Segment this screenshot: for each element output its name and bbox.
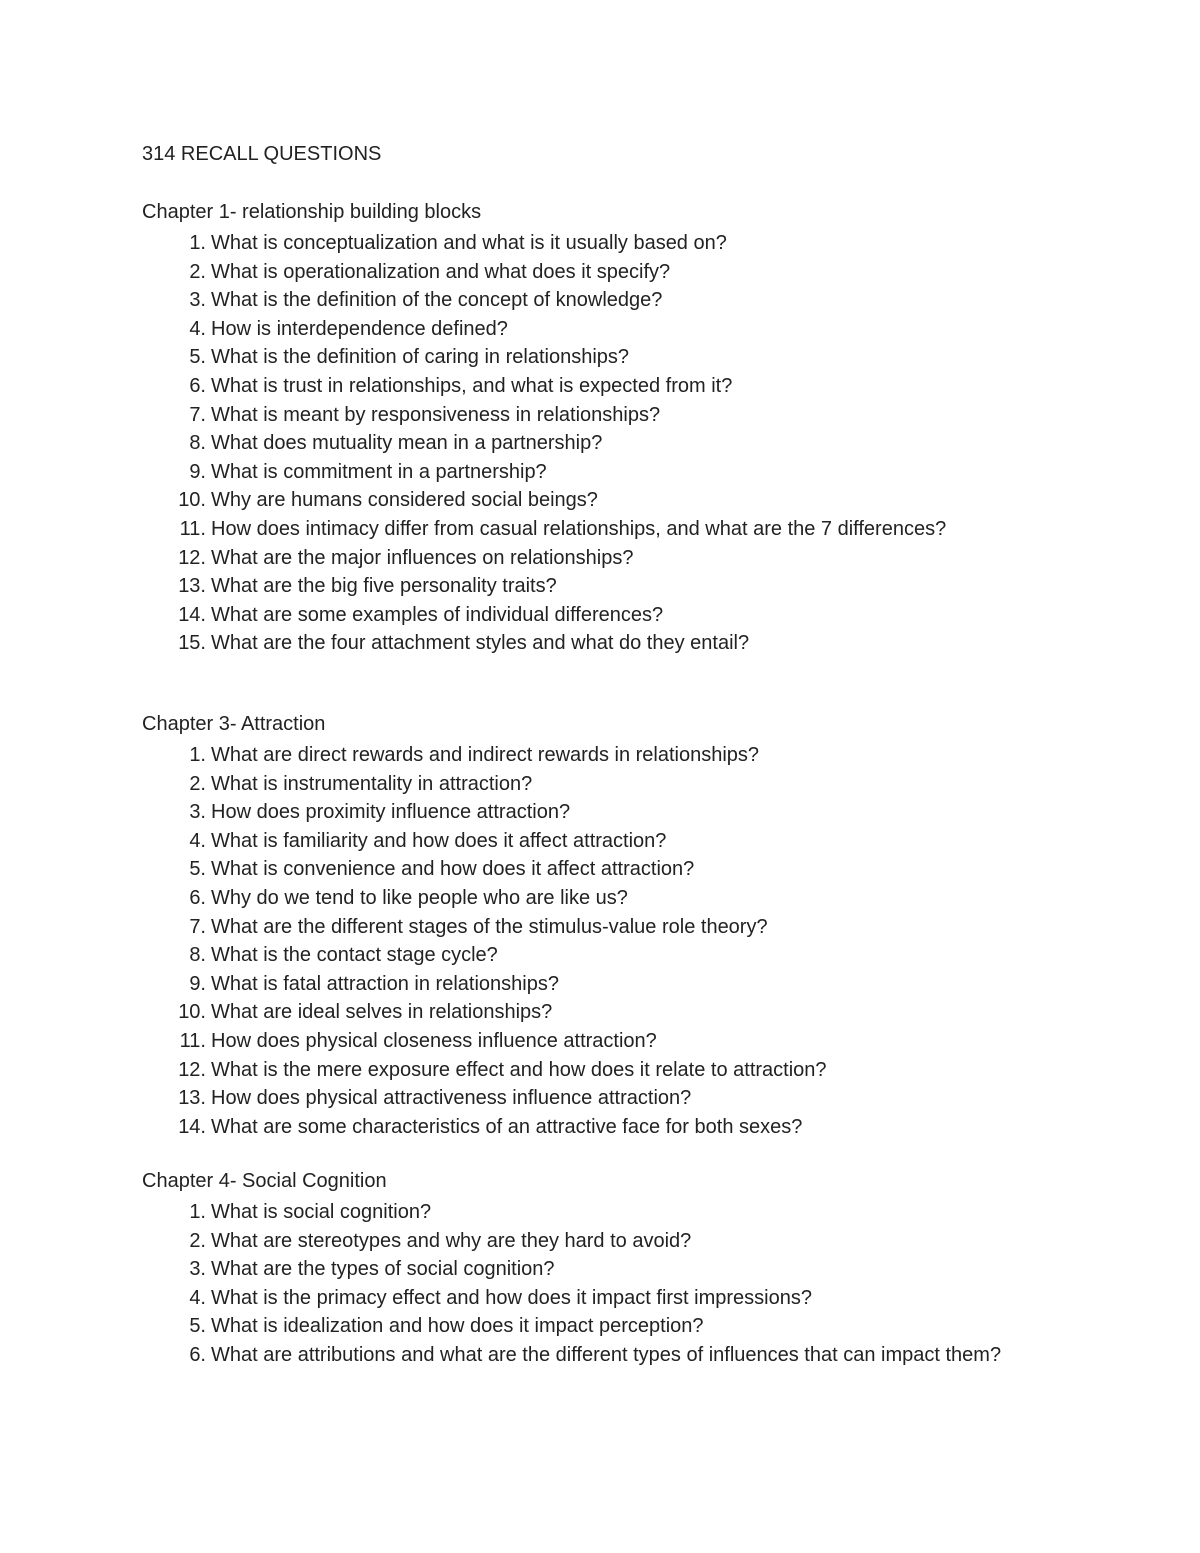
question-item [142, 855, 1011, 884]
question-item [142, 1341, 1011, 1370]
question-number: 14. [178, 603, 206, 626]
question-item [142, 1227, 1011, 1256]
question-number: 4. [189, 1286, 206, 1309]
question-item [142, 1027, 1011, 1056]
question-number: 13. [178, 1087, 206, 1110]
question-number: 1. [189, 744, 206, 766]
question-text: What is operationalization and what does it specify? [211, 260, 671, 283]
question-number: 11. [179, 1029, 206, 1052]
question-item [142, 229, 1011, 258]
question-number: 12. [178, 546, 206, 569]
question-text: What is familiarity and how does it affect attraction? [211, 829, 667, 852]
question-number: 5. [189, 1315, 206, 1338]
question-text: Why do we tend to like people who are like us? [211, 886, 628, 909]
question-number: 7. [189, 915, 206, 938]
question-text: What are stereotypes and why are they hard to avoid? [211, 1229, 692, 1252]
question-number: 13. [178, 575, 206, 598]
question-item [142, 741, 1011, 770]
question-number: 11. [179, 517, 206, 540]
question-number: 1. [189, 232, 206, 254]
question-number: 8. [189, 432, 206, 455]
question-number: 5. [189, 858, 206, 881]
question-item [142, 315, 1011, 344]
question-item [142, 1255, 1011, 1284]
question-item [142, 798, 1011, 827]
question-text: What are the four attachment styles and what do they entail? [211, 632, 750, 655]
question-text: What is instrumentality in attraction? [211, 772, 533, 795]
question-text: What is the contact stage cycle? [211, 944, 498, 967]
question-number: 15. [178, 632, 206, 655]
question-item [142, 572, 1011, 601]
question-text: What is meant by responsiveness in relationships? [211, 403, 661, 426]
question-number: 6. [189, 374, 206, 397]
question-number: 7. [189, 403, 206, 426]
question-number: 9. [189, 972, 206, 995]
question-number: 4. [189, 829, 206, 852]
question-number: 10. [178, 1001, 206, 1024]
question-text: What are ideal selves in relationships? [211, 1001, 553, 1024]
question-item [142, 970, 1011, 999]
question-number: 2. [189, 772, 206, 795]
question-text: What are attributions and what are the different types of influences that can impact them? [211, 1343, 1002, 1366]
question-item [142, 1312, 1011, 1341]
question-text: What is idealization and how does it impact perception? [211, 1315, 704, 1338]
chapter-3-section [142, 712, 1042, 1141]
question-number: 10. [178, 489, 206, 512]
question-item [142, 515, 1011, 544]
question-text: What are some characteristics of an attractive face for both sexes? [211, 1115, 803, 1138]
question-text: What are some examples of individual differences? [211, 603, 664, 626]
chapter-heading: Chapter 3- Attraction [142, 713, 326, 735]
question-item [142, 1056, 1011, 1085]
question-item [142, 1284, 1011, 1313]
question-text: What are the different stages of the stimulus-value role theory? [211, 915, 768, 938]
question-list [142, 229, 1042, 658]
question-item [142, 429, 1011, 458]
question-item [142, 286, 1011, 315]
question-number: 1. [189, 1201, 206, 1223]
chapter-heading: Chapter 1- relationship building blocks [142, 201, 482, 223]
question-item [142, 601, 1011, 630]
question-item [142, 343, 1011, 372]
question-text: What is fatal attraction in relationships? [211, 972, 559, 995]
question-item [142, 1198, 1011, 1227]
question-text: How does intimacy differ from casual relationships, and what are the 7 differences? [211, 517, 947, 540]
question-number: 3. [189, 1258, 206, 1281]
question-item [142, 372, 1011, 401]
question-list [142, 741, 1042, 1141]
question-item [142, 913, 1011, 942]
question-number: 14. [178, 1115, 206, 1138]
question-item [142, 1084, 1011, 1113]
question-number: 6. [189, 886, 206, 909]
question-number: 3. [189, 801, 206, 824]
chapter-4-section [142, 1169, 1042, 1370]
question-item [142, 1113, 1011, 1142]
question-item [142, 770, 1011, 799]
question-text: What are the types of social cognition? [211, 1258, 555, 1281]
chapter-heading: Chapter 4- Social Cognition [142, 1170, 387, 1192]
question-text: What is trust in relationships, and what is expected from it? [211, 374, 733, 397]
question-item [142, 458, 1011, 487]
question-number: 2. [189, 260, 206, 283]
question-number: 2. [189, 1229, 206, 1252]
question-number: 6. [189, 1343, 206, 1366]
question-item [142, 884, 1011, 913]
question-text: What is conceptualization and what is it usually based on? [211, 232, 727, 254]
question-text: How is interdependence defined? [211, 317, 508, 340]
question-item [142, 941, 1011, 970]
question-text: How does proximity influence attraction? [211, 801, 571, 824]
question-number: 3. [189, 289, 206, 312]
question-text: What is the mere exposure effect and how does it relate to attraction? [211, 1058, 827, 1081]
question-number: 8. [189, 944, 206, 967]
question-number: 5. [189, 346, 206, 369]
question-item [142, 629, 1011, 658]
question-item [142, 544, 1011, 573]
question-number: 4. [189, 317, 206, 340]
question-item [142, 486, 1011, 515]
question-list [142, 1198, 1042, 1370]
question-text: What is the definition of caring in relationships? [211, 346, 630, 369]
chapter-1-section [142, 200, 1042, 658]
question-text: What are the big five personality traits? [211, 575, 557, 598]
question-item [142, 998, 1011, 1027]
question-text: What does mutuality mean in a partnership? [211, 432, 603, 455]
question-text: How does physical attractiveness influence attraction? [211, 1087, 692, 1110]
document-title: 314 RECALL QUESTIONS [142, 143, 382, 165]
question-text: What are the major influences on relationships? [211, 546, 634, 569]
question-text: What is the primacy effect and how does it impact first impressions? [211, 1286, 812, 1309]
question-text: What is commitment in a partnership? [211, 460, 547, 483]
question-text: What are direct rewards and indirect rewards in relationships? [211, 744, 760, 766]
question-text: How does physical closeness influence attraction? [211, 1029, 657, 1052]
question-text: What is the definition of the concept of knowledge? [211, 289, 663, 312]
question-text: Why are humans considered social beings? [211, 489, 598, 512]
question-item [142, 827, 1011, 856]
question-number: 12. [178, 1058, 206, 1081]
question-number: 9. [189, 460, 206, 483]
question-item [142, 258, 1011, 287]
question-text: What is social cognition? [211, 1201, 432, 1223]
question-item [142, 401, 1011, 430]
question-text: What is convenience and how does it affect attraction? [211, 858, 695, 881]
